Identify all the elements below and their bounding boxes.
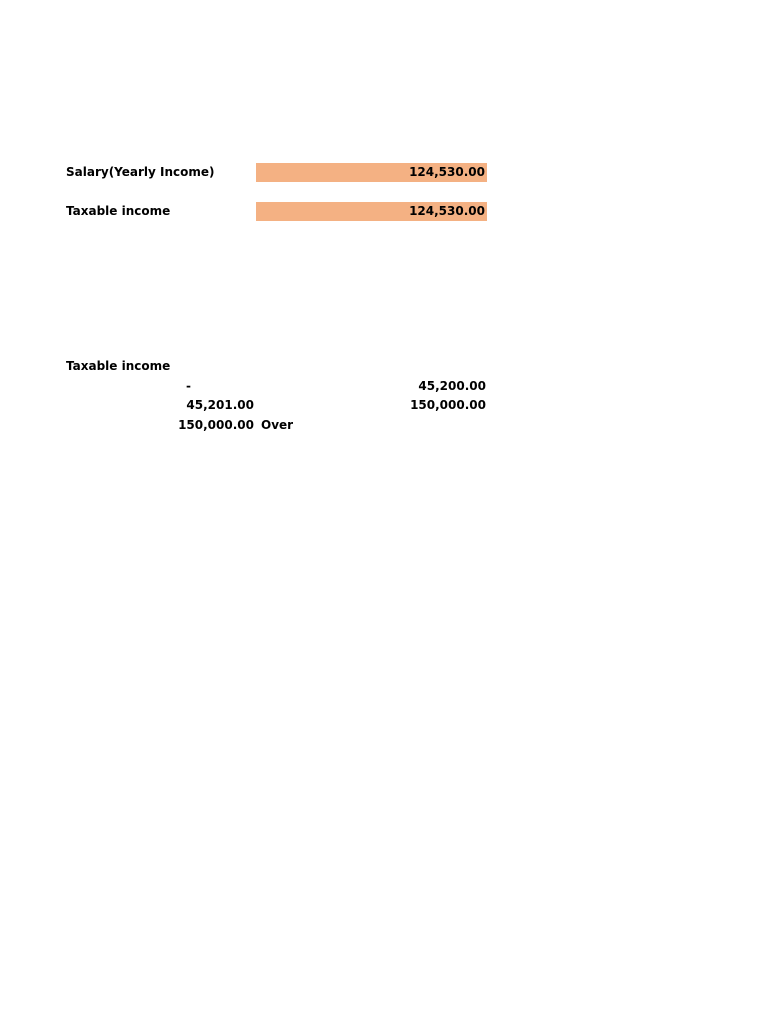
taxable-income-label: Taxable income: [66, 204, 171, 218]
bracket-row-1-from: -: [186, 379, 191, 393]
brackets-heading: Taxable income: [66, 359, 171, 373]
bracket-row-1-to: 45,200.00: [418, 379, 486, 393]
bracket-row-3-from: 150,000.00: [178, 418, 254, 432]
bracket-row-2-to: 150,000.00: [410, 398, 486, 412]
salary-value-cell[interactable]: 124,530.00: [256, 163, 487, 182]
bracket-row-2-from: 45,201.00: [186, 398, 254, 412]
taxable-income-value-cell[interactable]: 124,530.00: [256, 202, 487, 221]
salary-label: Salary(Yearly Income): [66, 165, 215, 179]
bracket-row-3-to: Over: [261, 418, 294, 432]
